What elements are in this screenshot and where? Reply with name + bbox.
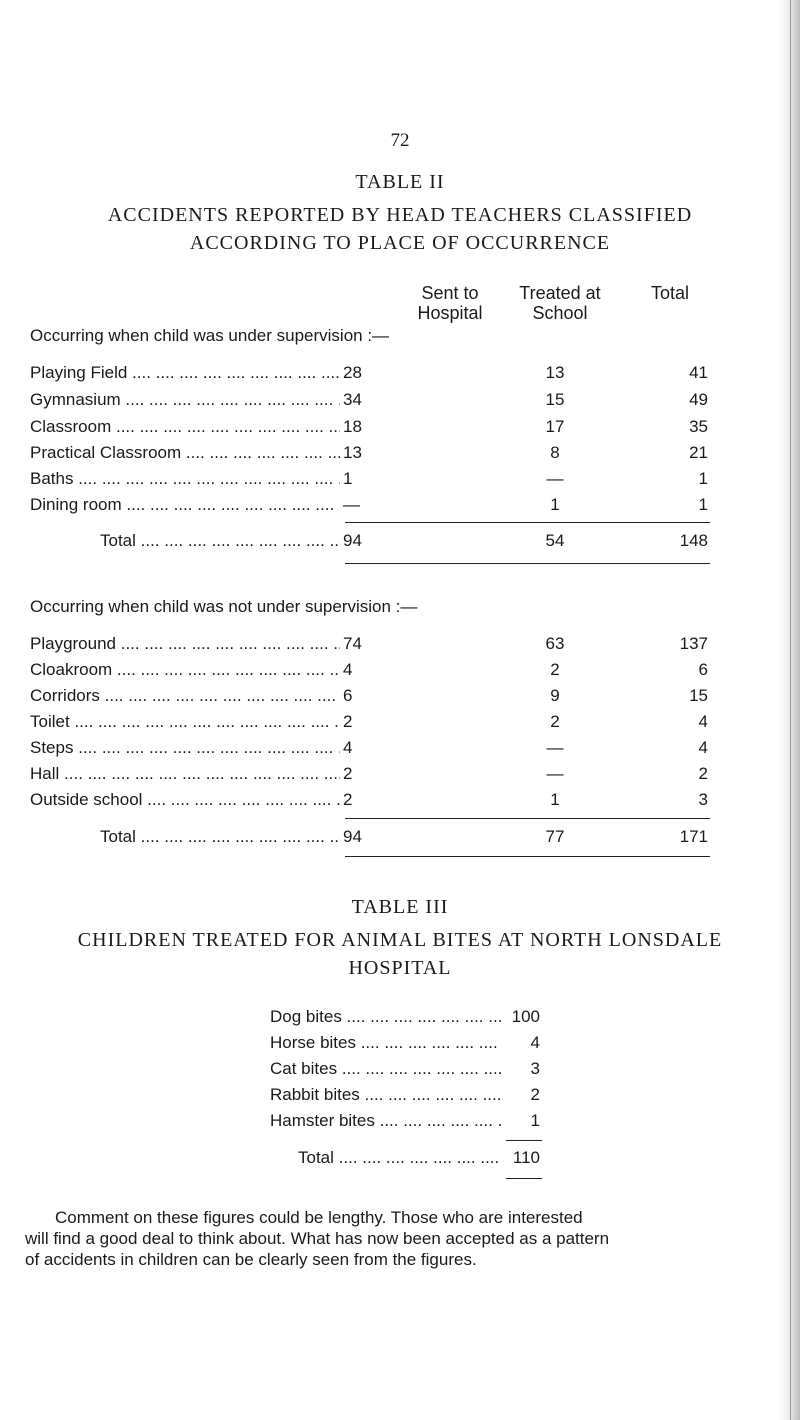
row-label: Outside school .... [30, 790, 340, 810]
list-item [270, 1059, 540, 1085]
comment-paragraph [25, 1207, 735, 1270]
table3-heading-line1: CHILDREN TREATED FOR ANIMAL BITES AT NORTH LONSDALE [77, 929, 723, 951]
cell-school: 77 [545, 827, 565, 846]
row-label: Practical Classroom .... [30, 443, 340, 463]
row-label: Dining room .... [30, 495, 340, 515]
cell-hospital: 13 [343, 443, 362, 462]
cell-total: 4 [698, 712, 708, 731]
bite-label: Rabbit bites .... [270, 1085, 502, 1105]
row-label: Classroom .... [30, 417, 340, 437]
cell-hospital: 4 [343, 660, 353, 679]
table3-heading-line2: HOSPITAL [348, 957, 452, 979]
bite-label: Horse bites .... [270, 1033, 502, 1053]
cell-total: 1 [698, 495, 708, 514]
comment-line: will find a good deal to think about. What has now been accepted as a pattern [25, 1229, 610, 1248]
bite-count: 3 [530, 1059, 540, 1078]
row-label: Cloakroom .... [30, 660, 340, 680]
row-label: Total .... [100, 531, 340, 551]
bite-count: 110 [512, 1148, 540, 1167]
total-rule-bottom [345, 856, 710, 857]
cell-total: 3 [698, 790, 708, 809]
table-row [30, 660, 730, 686]
total-rule-top [506, 1140, 542, 1141]
total-rule-bottom [345, 563, 710, 564]
cell-total: 1 [698, 469, 708, 488]
cell-hospital: 74 [343, 634, 362, 653]
bite-label: Dog bites .... [270, 1007, 502, 1027]
table-row [30, 495, 730, 521]
cell-hospital: — [343, 495, 360, 514]
bite-count: 100 [511, 1007, 540, 1026]
row-label: Total .... [100, 827, 340, 847]
list-item [270, 1007, 540, 1033]
table-row [30, 443, 730, 469]
table-row [30, 738, 730, 764]
bite-count: 4 [530, 1033, 540, 1052]
col-header-sent-to-hospital: Sent to Hospital [417, 283, 483, 323]
cell-total: 148 [679, 531, 708, 550]
list-item [270, 1085, 540, 1111]
cell-hospital: 34 [343, 390, 362, 409]
cell-hospital: 1 [343, 469, 353, 488]
table-row [30, 686, 730, 712]
table-row [30, 417, 730, 443]
cell-total: 137 [679, 634, 708, 653]
cell-hospital: 94 [343, 531, 362, 550]
comment-line: of accidents in children can be clearly seen from the figures. [25, 1250, 477, 1269]
cell-total: 35 [689, 417, 708, 436]
bite-label: Cat bites .... [270, 1059, 502, 1079]
cell-school: 1 [550, 790, 560, 809]
comment-line: Comment on these figures could be lengthy. Those who are interested [55, 1208, 583, 1227]
cell-school: 54 [545, 531, 565, 550]
table2-heading-line1: ACCIDENTS REPORTED BY HEAD TEACHERS CLASSIFIED [107, 204, 693, 226]
cell-school: 13 [545, 363, 565, 382]
total-rule-top [345, 522, 710, 523]
table-row [30, 390, 730, 416]
cell-total: 2 [698, 764, 708, 783]
cell-hospital: 94 [343, 827, 362, 846]
cell-total: 41 [689, 363, 708, 382]
cell-total: 49 [689, 390, 708, 409]
cell-school: — [546, 738, 564, 757]
cell-total: 15 [689, 686, 708, 705]
bite-label: Total .... [298, 1148, 502, 1168]
cell-total: 21 [689, 443, 708, 462]
cell-hospital: 18 [343, 417, 362, 436]
row-label: Hall .... [30, 764, 340, 784]
cell-hospital: 2 [343, 712, 353, 731]
total-rule-top [345, 818, 710, 819]
table-row-total [30, 827, 730, 853]
table-row-total [30, 531, 730, 557]
table3-title: TABLE III [351, 896, 449, 918]
table-row [30, 790, 730, 816]
list-item-total [270, 1148, 540, 1174]
cell-school: 2 [550, 712, 560, 731]
row-label: Toilet .... [30, 712, 340, 732]
table-row [30, 634, 730, 660]
row-label: Corridors .... [30, 686, 340, 706]
col-header-treated-at-school: Treated at School [519, 283, 601, 323]
unsupervised-section-label: Occurring when child was not under supervision :— [30, 597, 418, 616]
page-number: 72 [390, 130, 410, 151]
table-row [30, 469, 730, 495]
cell-school: 8 [550, 443, 560, 462]
total-rule-bottom [506, 1178, 542, 1179]
table-row [30, 712, 730, 738]
cell-school: — [546, 764, 564, 783]
row-label: Steps .... [30, 738, 340, 758]
list-item [270, 1033, 540, 1059]
table-row [30, 363, 730, 389]
cell-total: 171 [679, 827, 708, 846]
cell-hospital: 4 [343, 738, 353, 757]
cell-school: 15 [545, 390, 565, 409]
cell-school: — [546, 469, 564, 488]
bite-count: 1 [530, 1111, 540, 1130]
table-row [30, 764, 730, 790]
cell-total: 6 [698, 660, 708, 679]
col-header-total: Total [650, 283, 690, 303]
cell-hospital: 6 [343, 686, 353, 705]
cell-school: 63 [545, 634, 565, 653]
row-label: Playground .... [30, 634, 340, 654]
row-label: Playing Field .... [30, 363, 340, 383]
cell-hospital: 2 [343, 790, 353, 809]
table2-title: TABLE II [355, 171, 445, 193]
bite-count: 2 [530, 1085, 540, 1104]
cell-hospital: 28 [343, 363, 362, 382]
supervised-section-label: Occurring when child was under supervision :— [30, 326, 390, 345]
bite-label: Hamster bites .... [270, 1111, 502, 1131]
cell-school: 9 [550, 686, 560, 705]
cell-school: 2 [550, 660, 560, 679]
cell-total: 4 [698, 738, 708, 757]
row-label: Baths .... [30, 469, 340, 489]
cell-school: 1 [550, 495, 560, 514]
cell-hospital: 2 [343, 764, 353, 783]
row-label: Gymnasium .... [30, 390, 340, 410]
cell-school: 17 [545, 417, 565, 436]
table2-heading-line2: ACCORDING TO PLACE OF OCCURRENCE [189, 232, 611, 254]
list-item [270, 1111, 540, 1137]
